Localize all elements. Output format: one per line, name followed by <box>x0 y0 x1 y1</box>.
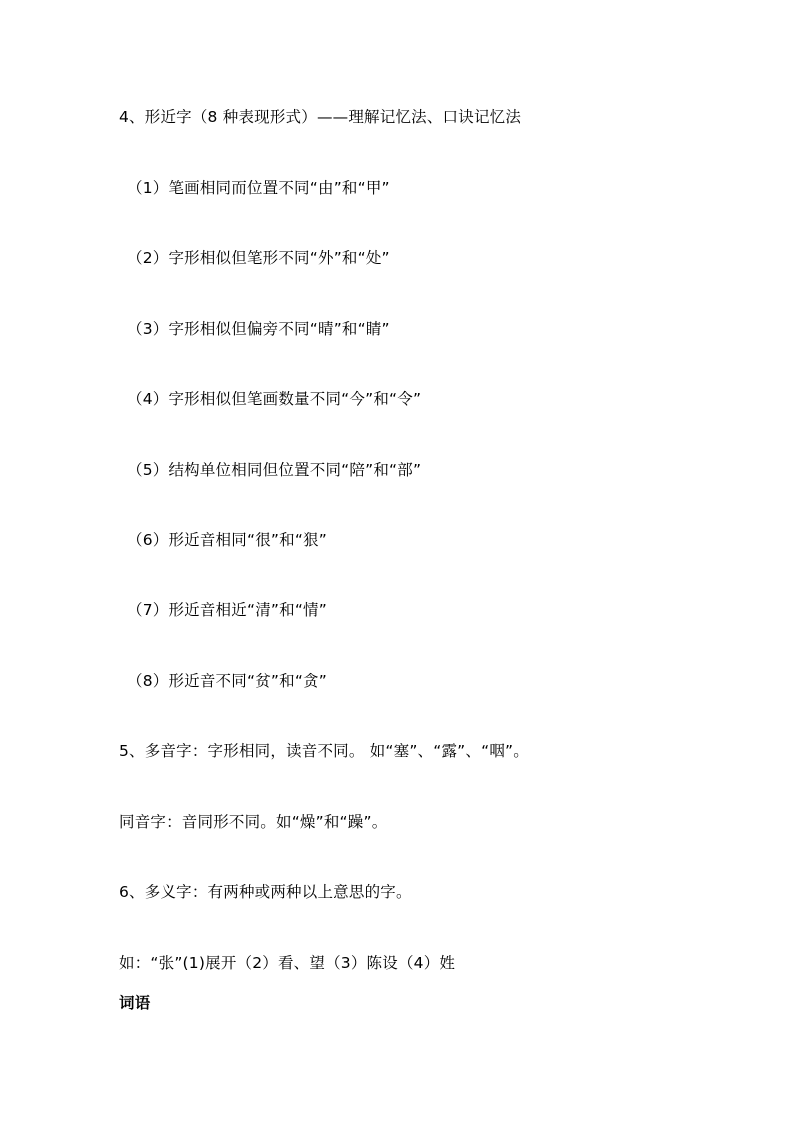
list-item: （6）形近音相同“很”和“狠” <box>127 531 327 549</box>
list-item: （8）形近音不同“贫”和“贪” <box>127 672 327 690</box>
list-item: （1）笔画相同而位置不同“由”和“甲” <box>127 179 390 197</box>
section-title: 词语 <box>119 994 151 1012</box>
heading-4: 4、形近字（8 种表现形式）——理解记忆法、口诀记忆法 <box>119 108 522 126</box>
list-item: （3）字形相似但偏旁不同“晴”和“睛” <box>127 320 390 338</box>
heading-6: 6、多义字：有两种或两种以上意思的字。 <box>119 883 412 901</box>
example-line: 如：“张”(1)展开（2）看、望（3）陈设（4）姓 <box>119 954 456 972</box>
heading-5: 5、多音字：字形相同，读音不同。 如“塞”、“露”、“咽”。 <box>119 742 529 760</box>
list-item: （7）形近音相近“清”和“情” <box>127 601 327 619</box>
list-item: （4）字形相似但笔画数量不同“今”和“令” <box>127 390 422 408</box>
list-item: （2）字形相似但笔形不同“外”和“处” <box>127 249 390 267</box>
list-item: （5）结构单位相同但位置不同“陪”和“部” <box>127 461 422 479</box>
homophone-note: 同音字：音同形不同。如“燥”和“躁”。 <box>119 813 388 831</box>
